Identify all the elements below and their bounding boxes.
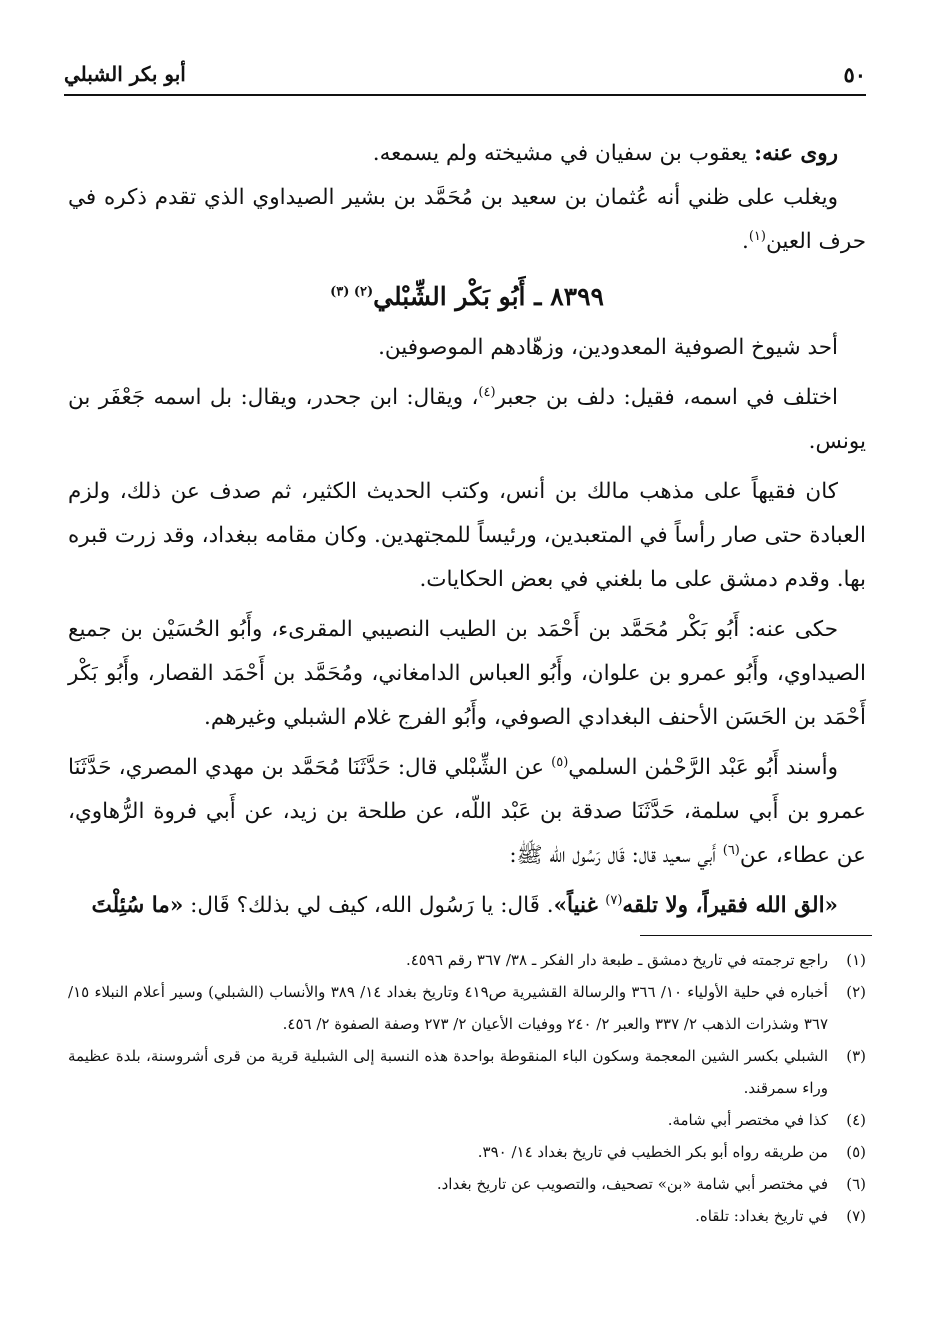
footnote-text: في مختصر أبي شامة «بن» تصحيف، والتصويب عن تاريخ بغداد. <box>436 1175 828 1193</box>
page-header <box>64 58 866 94</box>
footnote-ref-4: (٤) <box>478 384 496 400</box>
page-number: ٥٠ <box>843 62 866 87</box>
hadith-paragraph <box>68 884 866 928</box>
hadith-text-3: «ما سُئِلْتَ <box>91 893 184 918</box>
footnote <box>68 944 866 976</box>
entry-title-text: ٨٣٩٩ ـ أَبُو بَكْر الشِّبْلي <box>373 282 604 311</box>
footnote <box>68 1200 866 1232</box>
identity-text: ويغلب على ظني أنه عُثمان بن سعيد بن مُحَمَّد بن بشير الصيداوي الذي تقدم ذكره في حرف العين <box>68 185 866 254</box>
footnote-ref-1: (١) <box>748 228 766 244</box>
footnote-number: (٤) <box>846 1111 866 1129</box>
identity-paragraph <box>68 176 866 264</box>
footnote <box>68 976 866 1040</box>
description-paragraph: أحد شيوخ الصوفية المعدودين، وزهّادهم الموصوفين. <box>378 335 838 360</box>
students-paragraph: حكى عنه: أَبُو بَكْر مُحَمَّد بن أَحْمَد بن الطيب النصيبي المقرىء، وأَبُو الحُسَيْن بن جميع الصيداوي، وأَبُو عمرو بن علوان، وأَبُو العباس الدامغاني، ومُحَمَّد بن أَحْمَد القصار، وأَبُو بَكْر أَحْمَد بن الحَسَن الأحنف البغدادي الصوفي، وأَبُو الفرج غلام الشبلي وغيرهم. <box>68 617 866 730</box>
footnotes <box>68 944 866 1232</box>
footnote-text: كذا في مختصر أبي شامة. <box>667 1111 828 1129</box>
identity-end: . <box>741 229 749 254</box>
footnote-ref-7: (٧) <box>605 892 623 908</box>
isnad-paragraph <box>68 746 866 878</box>
main-text <box>68 132 866 928</box>
footnote <box>68 1136 866 1168</box>
name-paragraph <box>68 376 866 464</box>
footnote-text: أخباره في حلية الأولياء ١٠/ ٣٦٦ والرسالة القشيرية ص٤١٩ وتاريخ بغداد ١٤/ ٣٨٩ والأنساب (الشبلي) وسير أعلام النبلاء ١٥/ ٣٦٧ وشذرات الذهب ٢/ ٣٣٧ والعبر ٢/ ٢٤٠ ووفيات الأعيان ٢/ ٢٧٣ وصفة الصفوة ٢/ ٤٥٦. <box>68 983 828 1033</box>
footnote-separator <box>640 935 872 936</box>
footnote-number: (٣) <box>846 1047 866 1065</box>
running-title: أبو بكر الشبلي <box>64 62 186 86</box>
footnote-ref-5: (٥) <box>551 754 569 770</box>
footnote-number: (٥) <box>846 1143 866 1161</box>
footnote-text: من طريقه رواه أبو بكر الخطيب في تاريخ بغداد ١٤/ ٣٩٠. <box>477 1143 828 1161</box>
isnad-text-c: أَبي سعيد قال: قَال رَسُول الله ﷺ: <box>509 843 723 868</box>
isnad-text-b: عن الشِّبْلي قال: حَدَّثَنَا مُحَمَّد بن مهدي المصري، حَدَّثَنَا عمرو بن أَبي سلمة، حَدَّثَنَا صدقة بن عَبْد اللّه، عن طلحة بن زيد، عن أَبي فروة الرُّهاوي، عن عطاء، عن <box>68 755 866 868</box>
footnote <box>68 1168 866 1200</box>
narrators-paragraph <box>68 132 866 176</box>
footnote <box>68 1040 866 1104</box>
entry-title <box>68 274 866 320</box>
hadith-text-2: غنياً» <box>553 893 606 918</box>
footnote <box>68 1104 866 1136</box>
hadith-text-1: «الق الله فقيراً، ولا تلقه <box>622 893 838 918</box>
footnote-text: راجع ترجمته في تاريخ دمشق ـ طبعة دار الفكر ـ ٣٨/ ٣٦٧ رقم ٤٥٩٦. <box>405 951 828 969</box>
footnote-text: في تاريخ بغداد: تلقاه. <box>695 1207 828 1225</box>
entry-title-refs: (٢) (٣) <box>330 284 374 300</box>
narrators-text: يعقوب بن سفيان في مشيخته ولم يسمعه. <box>372 141 755 166</box>
footnote-text: الشبلي بكسر الشين المعجمة وسكون الباء المنقوطة بواحدة هذه النسبة إلى الشبلية قرية من قرى أشروسنة، بلدة عظيمة وراء سمرقند. <box>68 1047 828 1097</box>
header-rule <box>64 94 866 96</box>
hadith-narration: . قَال: يا رَسُول الله، كيف لي بذلك؟ قَال: <box>183 893 554 918</box>
footnote-number: (٦) <box>846 1175 866 1193</box>
biography-paragraph: كان فقيهاً على مذهب مالك بن أنس، وكتب الحديث الكثير، ثم صدف عن ذلك، ولزم العبادة حتى صار رأساً في المتعبدين، ورئيساً للمجتهدين. وكان مقامه ببغداد، وقد زرت قبره بها. وقدم دمشق على ما بلغني في بعض الحكايات. <box>68 479 866 592</box>
name-text-b: ، ويقال: ابن جحدر، ويقال: بل اسمه جَعْفَر بن يونس. <box>68 385 866 454</box>
footnote-number: (٧) <box>846 1207 866 1225</box>
narrators-label: روى عنه: <box>754 141 838 166</box>
footnote-ref-6: (٦) <box>722 842 740 858</box>
footnote-number: (٢) <box>846 983 866 1001</box>
name-text-a: اختلف في اسمه، فقيل: دلف بن جعبر <box>495 385 839 410</box>
footnote-number: (١) <box>846 951 866 969</box>
isnad-text-a: وأسند أَبُو عَبْد الرَّحْمٰن السلمي <box>568 755 838 780</box>
